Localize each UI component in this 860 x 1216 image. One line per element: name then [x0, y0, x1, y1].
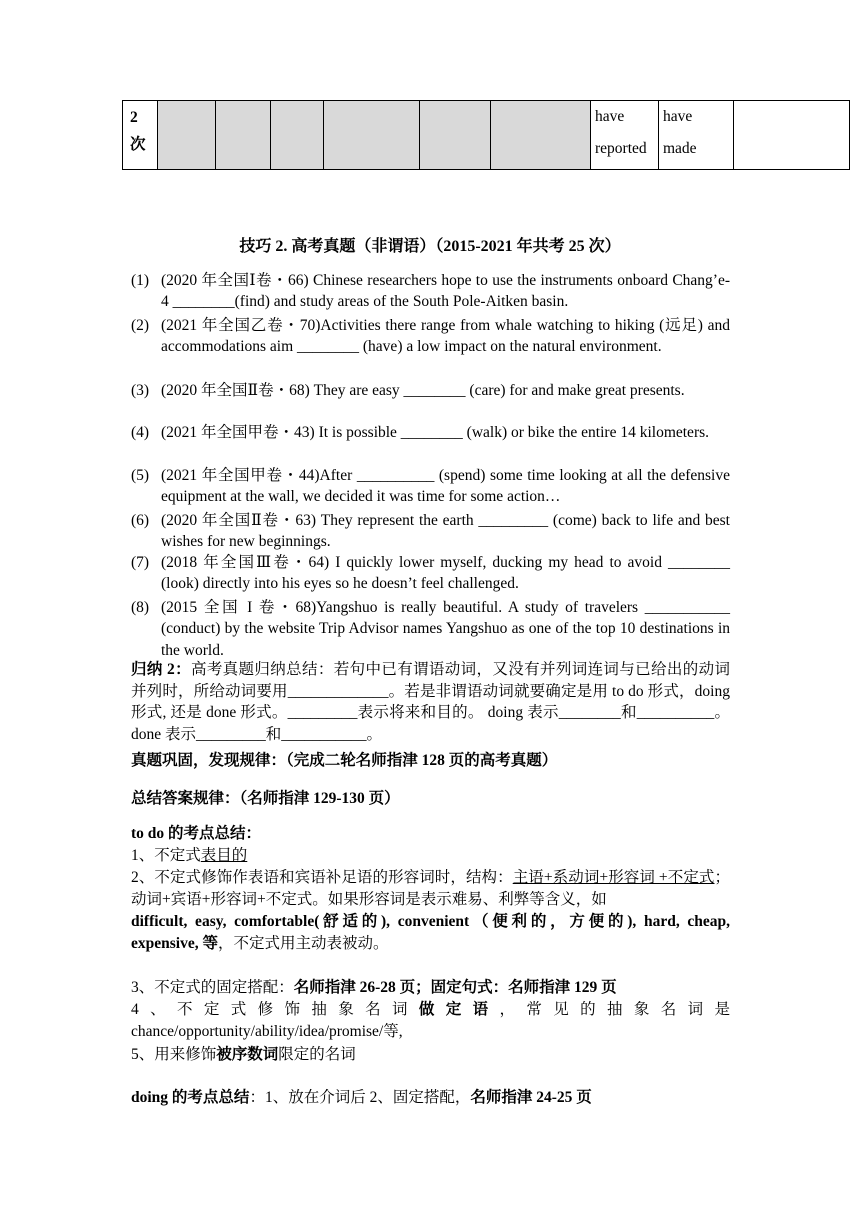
point-text: 4、不定式修饰抽象名词	[131, 1001, 419, 1018]
point-text: 3、不定式的固定搭配：	[131, 979, 294, 996]
row-label-unit: 次	[130, 136, 146, 153]
shaded-cell	[216, 101, 271, 170]
point-underlined: 表目的	[200, 847, 248, 864]
todo-point-3	[131, 977, 730, 999]
question-item	[131, 380, 730, 401]
section-title: 技巧 2. 高考真题（非谓语）（2015-2021 年共考 25 次）	[239, 238, 621, 255]
question-number: (7)	[131, 554, 150, 571]
question-item	[131, 270, 730, 313]
question-item	[131, 597, 730, 661]
question-item	[131, 315, 730, 358]
answer-rule-heading: 总结答案规律：（名师指津 129-130 页）	[131, 790, 400, 807]
question-text: (2018 年全国Ⅲ卷・64) I quickly lower myself, ducking my head to avoid ________ (look) directly into his eyes so he doesn’t feel challenged.	[161, 554, 730, 593]
todo-heading: to do 的考点总结：	[131, 825, 262, 842]
row-label-cell	[123, 101, 158, 170]
consolidate-heading: 真题巩固，发现规律：（完成二轮名师指津 128 页的高考真题）	[131, 752, 558, 769]
answer-cell	[591, 101, 659, 170]
point-bold: 做定语	[418, 1001, 500, 1018]
question-number: (2)	[131, 317, 150, 334]
question-text: (2020 年全国Ⅱ卷・68) They are easy ________ (care) for and make great presents.	[161, 382, 685, 399]
table-row	[123, 101, 850, 170]
shaded-cell	[491, 101, 591, 170]
question-number: (6)	[131, 512, 150, 529]
point-bold: 名师指津 26-28 页；固定句式：名师指津 129 页	[293, 979, 617, 996]
cell-text: made	[663, 140, 697, 157]
shaded-cell	[324, 101, 420, 170]
cell-text: have	[595, 108, 625, 125]
empty-cell	[734, 101, 850, 170]
doing-heading: doing 的考点总结	[131, 1089, 250, 1106]
point-text: 1、不定式	[131, 847, 201, 864]
cell-text: have	[663, 108, 693, 125]
question-item	[131, 552, 730, 595]
todo-point-4	[131, 999, 730, 1043]
question-number: (5)	[131, 467, 150, 484]
point-text: ：1、放在介词后 2、固定搭配，	[249, 1089, 471, 1106]
point-underlined: 主语+系动词+形容词 +不定式	[512, 869, 715, 886]
row-label-num: 2	[130, 109, 138, 126]
cell-text: reported	[595, 140, 647, 157]
question-text: (2021 年全国乙卷・70)Activities there range from whale watching to hiking (远足) and accommodations aim ________ (have) a low impact on the natural environment.	[161, 317, 730, 356]
question-text: (2021 年全国甲卷・44)After __________ (spend) some time looking at all the defensive equipment at the wall, we decided it was time for some action…	[161, 467, 730, 506]
question-number: (3)	[131, 382, 150, 399]
point-text: ； 动词+宾语+形容词+不定式。如果形容词是表示难易、利弊等含义，如	[131, 869, 730, 908]
shaded-cell	[420, 101, 491, 170]
question-text: (2021 年全国甲卷・43) It is possible ________ (walk) or bike the entire 14 kilometers.	[161, 424, 710, 441]
question-number: (1)	[131, 272, 150, 289]
summary-paragraph	[131, 659, 730, 745]
data-table	[122, 100, 850, 170]
summary-text: 高考真题归纳总结：若句中已有谓语动词，又没有并列词连词与已给出的动词并列时，所给动词要用_____________。若是非谓语动词就要确定是用 to do 形式，doing 形式, 还是 done 形式。_________表示将来和目的。 doing 表示________和__________。done 表示_________和___________。	[131, 661, 730, 743]
todo-point-5	[131, 1044, 730, 1066]
shaded-cell	[271, 101, 324, 170]
question-number: (8)	[131, 599, 150, 616]
question-number: (4)	[131, 424, 150, 441]
point-text: 2、不定式修饰作表语和宾语补足语的形容词时，结构：	[131, 869, 513, 886]
summary-label: 归纳 2：	[131, 661, 191, 678]
point-bold: 被序数词	[216, 1046, 279, 1063]
question-text: (2020 年全国Ⅱ卷・63) They represent the earth _________ (come) back to life and best wishes for new beginnings.	[161, 512, 730, 551]
question-text: (2015 全国 I 卷・68)Yangshuo is really beautiful. A study of travelers ___________ (conduct) by the website Trip Advisor names Yangshuo as one of the top 10 destinations in the world.	[161, 599, 730, 659]
question-text: (2020 年全国Ⅰ卷・66) Chinese researchers hope to use the instruments onboard Chang’e-4 ________(find) and study areas of the South Pole-Aitken basin.	[161, 272, 730, 311]
question-item	[131, 465, 730, 508]
todo-point-1	[131, 845, 730, 867]
point-text: ，不定式用主动表被动。	[217, 935, 389, 952]
shaded-cell	[158, 101, 216, 170]
point-text: ，常见的抽象名词是 chance/opportunity/ability/idea/promise/等,	[131, 1001, 730, 1040]
point-text: 限定的名词	[278, 1046, 356, 1063]
answer-cell	[659, 101, 734, 170]
doing-summary	[131, 1087, 730, 1109]
question-item	[131, 510, 730, 553]
todo-point-2	[131, 867, 730, 955]
point-text: 5、用来修饰	[131, 1046, 217, 1063]
point-bold: 名师指津 24-25 页	[470, 1089, 592, 1106]
question-item	[131, 422, 730, 443]
adjective-list: difficult, easy, comfortable(舒适的), convenient（便利的，方便的), hard, cheap, expensive, 等	[131, 913, 730, 952]
